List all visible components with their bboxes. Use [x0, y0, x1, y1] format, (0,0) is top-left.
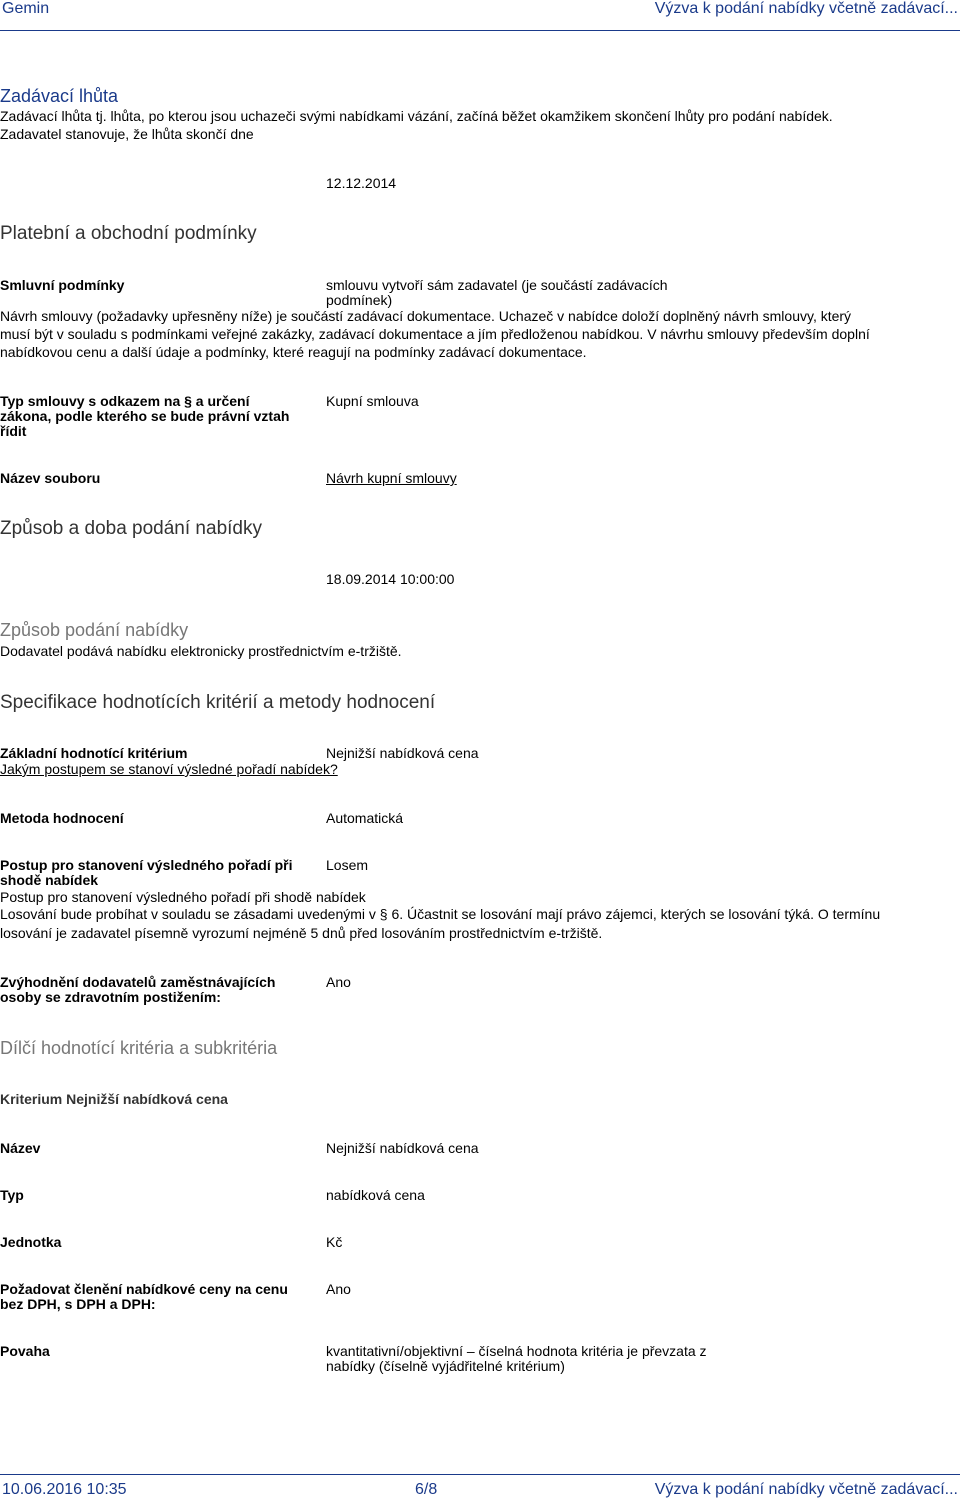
- smluvni-value-1: smlouvu vytvoří sám zadavatel (je součástí zadávacích: [326, 277, 668, 293]
- platebni-para-3: nabídkovou cenu a další údaje a podmínky, které reagují na podmínky zadávací dokumentace.: [0, 344, 587, 360]
- povaha-label: Povaha: [0, 1343, 50, 1359]
- specifikace-title: Specifikace hodnotících kritérií a metody hodnocení: [0, 692, 436, 713]
- header-left: Gemin: [2, 0, 50, 17]
- pozadovat-label-1: Požadovat členění nabídkové ceny na cenu: [0, 1281, 288, 1297]
- nazev-value: Nejnižší nabídková cena: [326, 1140, 479, 1156]
- smluvni-label: Smluvní podmínky: [0, 277, 125, 293]
- metoda-value: Automatická: [326, 810, 404, 826]
- losovani-line2: losování je zadavatel písemně vyrozumí nejméně 5 dnů před losováním prostřednictvím e-tržiště.: [0, 925, 603, 941]
- jednotka-label: Jednotka: [0, 1234, 62, 1250]
- zpusob-datetime: 18.09.2014 10:00:00: [326, 571, 455, 587]
- footer-divider: [0, 1474, 960, 1475]
- typ-smlouvy-label-3: řídit: [0, 423, 27, 439]
- zpusob-title: Způsob a doba podání nabídky: [0, 518, 262, 539]
- platebni-para-1: Návrh smlouvy (požadavky upřesněny níže) je součástí zadávací dokumentace. Uchazeč v nabídce doloží doplněný návrh smlouvy, který: [0, 308, 852, 324]
- jednotka-value: Kč: [326, 1234, 343, 1250]
- postup-label-1: Postup pro stanovení výsledného pořadí při: [0, 857, 293, 873]
- zvyhodneni-label-1: Zvýhodnění dodavatelů zaměstnávajících: [0, 974, 276, 990]
- lhuta-date: 12.12.2014: [326, 175, 397, 191]
- pozadovat-value: Ano: [326, 1281, 351, 1297]
- postup-text: Postup pro stanovení výsledného pořadí při shodě nabídek: [0, 889, 366, 905]
- typ-smlouvy-label-1: Typ smlouvy s odkazem na § a určení: [0, 393, 250, 409]
- footer-page: 6/8: [415, 1481, 438, 1498]
- zpusob-subtitle: Způsob podání nabídky: [0, 620, 189, 640]
- postup-value: Losem: [326, 857, 369, 873]
- nazev-souboru-label: Název souboru: [0, 470, 101, 486]
- lhuta-line2: Zadavatel stanovuje, že lhůta skončí dne: [0, 126, 254, 142]
- kriterium-heading: Kriterium Nejnižší nabídková cena: [0, 1091, 228, 1107]
- pozadovat-label-2: bez DPH, s DPH a DPH:: [0, 1296, 156, 1312]
- zpusob-text: Dodavatel podává nabídku elektronicky prostřednictvím e-tržiště.: [0, 643, 402, 659]
- header-divider: [0, 30, 960, 31]
- platebni-title: Platební a obchodní podmínky: [0, 223, 257, 244]
- typ-smlouvy-value: Kupní smlouva: [326, 393, 419, 409]
- lhuta-title: Zadávací lhůta: [0, 86, 119, 106]
- postup-question: Jakým postupem se stanoví výsledné pořadí nabídek?: [0, 761, 338, 777]
- zakladni-value: Nejnižší nabídková cena: [326, 745, 479, 761]
- header-right: Výzva k podání nabídky včetně zadávací...: [654, 0, 958, 17]
- footer-title: Výzva k podání nabídky včetně zadávací...: [654, 1481, 958, 1498]
- dilci-title: Dílčí hodnotící kritéria a subkritéria: [0, 1038, 278, 1058]
- footer-date: 10.06.2016 10:35: [2, 1481, 127, 1498]
- losovani-line1: Losování bude probíhat v souladu se zásadami uvedenými v § 6. Účastnit se losování mají právo zájemci, kterých se losování týká. O termínu: [0, 906, 881, 922]
- povaha-value-1: kvantitativní/objektivní – číselná hodnota kritéria je převzata z: [326, 1343, 707, 1359]
- platebni-para-2: musí být v souladu s podmínkami veřejné zakázky, zadávací dokumentace a jím předloženou nabídkou. V návrhu smlouvy především doplní: [0, 326, 870, 342]
- postup-label-2: shodě nabídek: [0, 872, 99, 888]
- metoda-label: Metoda hodnocení: [0, 810, 124, 826]
- lhuta-line1: Zadávací lhůta tj. lhůta, po kterou jsou uchazeči svými nabídkami vázání, začíná běžet okamžikem skončení lhůty pro podání nabídek.: [0, 108, 833, 124]
- zakladni-label: Základní hodnotící kritérium: [0, 745, 188, 761]
- smluvni-value-2: podmínek): [326, 292, 393, 308]
- nazev-label: Název: [0, 1140, 41, 1156]
- povaha-value-2: nabídky (číselně vyjádřitelné kritérium): [326, 1358, 565, 1374]
- typ-smlouvy-label-2: zákona, podle kterého se bude právní vztah: [0, 408, 290, 424]
- zvyhodneni-value: Ano: [326, 974, 351, 990]
- zvyhodneni-label-2: osoby se zdravotním postižením:: [0, 989, 221, 1005]
- typ-value: nabídková cena: [326, 1187, 425, 1203]
- typ-label: Typ: [0, 1187, 24, 1203]
- contract-file-link[interactable]: Návrh kupní smlouvy: [326, 470, 457, 486]
